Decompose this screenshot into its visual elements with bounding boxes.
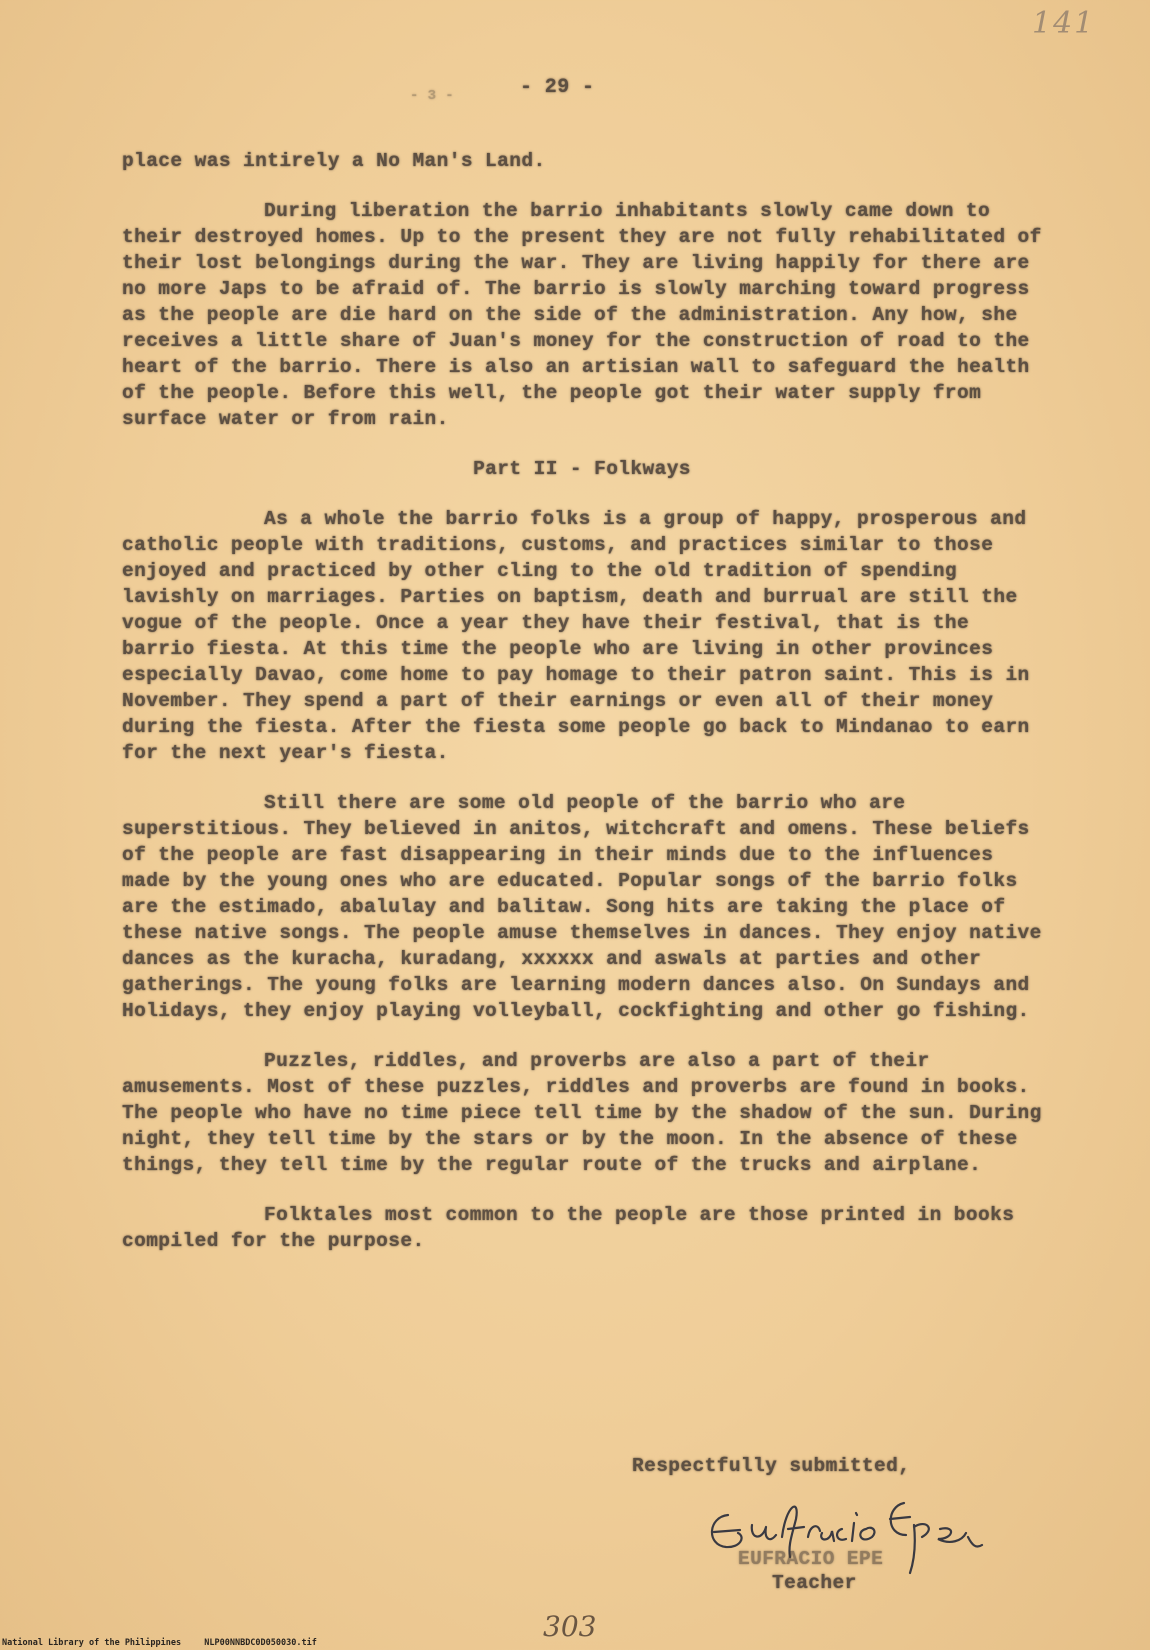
paragraph-2: During liberation the barrio inhabitants slowly came down to their destroyed homes. Up to the present they are not fully rehabilitated of their lost belongings during the war. They are living happily for there are no more Japs to be afraid of. The barrio is slowly marching toward progress as the people are die hard on the side of the administration. Any how, she receives a little share of Juan's money for the construction of road to the heart of the barrio. There is also an artisian wall to safeguard the health of the people. Before this well, the people got their water supply from surface water or from rain. [122,200,1054,430]
signer-title: Teacher [772,1572,857,1594]
document-body [122,148,1054,1254]
paragraph-3: As a whole the barrio folks is a group of happy, prosperous and catholic people with traditions, customs, and practices similar to those enjoyed and practiced by other cling to the old tradition of spending lavishly on marriages. Parties on baptism, death and burrual are still the vogue of the people. Once a year they have their festival, that is the barrio fiesta. At this time the people who are living in other provinces especially Davao, come home to pay homage to their patron saint. This is in November. They spend a part of their earnings or even all of their money during the fiesta. After the fiesta some people go back to Mindanao to earn for the next year's fiesta. [122,508,1042,764]
footer-library: National Library of the Philippines [2,1638,182,1648]
paragraph-1: place was intirely a No Man's Land. [122,150,546,172]
paragraph-5: Puzzles, riddles, and proverbs are also a part of their amusements. Most of these puzzles, riddles and proverbs are found in books. The people who have no time piece tell time by the shadow of the sun. During night, they tell time by the stars or by the moon. In the absence of these things, they tell time by the regular route of the trucks and airplane. [122,1050,1054,1176]
scan-footer [0,1636,1150,1650]
corner-page-number: 141 [1032,6,1096,41]
footer-file-id: NLP00NNBDC0D050030.tif [204,1638,317,1648]
signer-name: EUFRACIO EPE [738,1548,884,1570]
stray-marks: - 3 - [410,88,455,104]
paragraph-4: Still there are some old people of the barrio who are superstitious. They believed in anitos, witchcraft and omens. These beliefs of the people are fast disappearing in their minds due to the influences made by the young ones who are educated. Popular songs of the barrio folks are the estimado, abalulay and balitaw. Song hits are taking the place of these native songs. The people amuse themselves in dances. They enjoy native dances as the kuracha, kuradang, xxxxxx and aswals at parties and other gatherings. The young folks are learning modern dances also. On Sundays and Holidays, they enjoy playing volleyball, cockfighting and other go fishing. [122,792,1054,1022]
section-heading: Part II - Folkways [473,458,691,480]
closing-line: Respectfully submitted, [632,1455,911,1477]
page-number: - 29 - [520,76,595,99]
bottom-handwritten-number: 303 [543,1610,597,1643]
paragraph-6: Folktales most common to the people are those printed in books compiled for the purpose. [122,1204,1027,1252]
